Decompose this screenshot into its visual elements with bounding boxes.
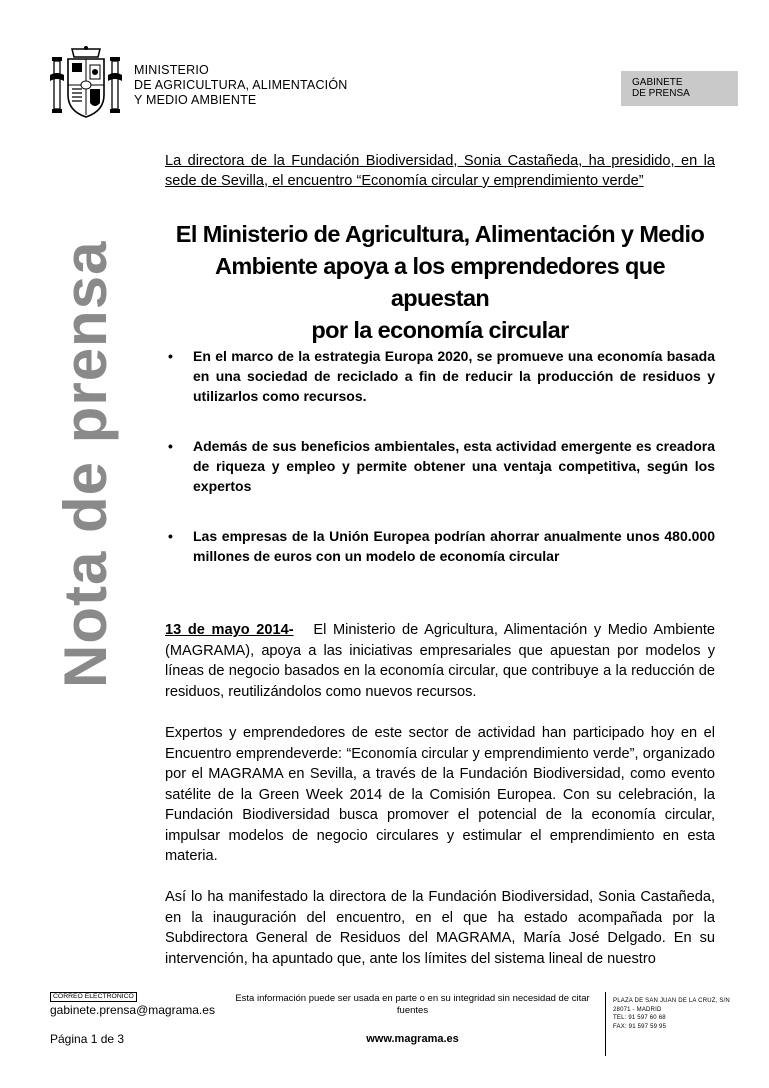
subtitle: La directora de la Fundación Biodiversidad, Sonia Castañeda, ha presidido, en la sede de Sevilla, el encuentro “Economía circular y emprendimiento verde”	[165, 153, 715, 189]
bullet-icon: •	[168, 528, 173, 544]
bullet-icon: •	[168, 348, 173, 364]
ministry-name	[134, 63, 348, 108]
key-point-text: En el marco de la estrategia Europa 2020, se promueve una economía basada en una sociedad de reciclado a fin de reducir la producción de residuos y utilizarlos como recursos.	[193, 348, 715, 404]
email-label: CORREO ELECTRÓNICO	[50, 992, 137, 1002]
body-paragraph-1	[165, 620, 715, 702]
usage-disclaimer: Esta información puede ser usada en parte o en su integridad sin necesidad de citar fuentes	[235, 993, 590, 1016]
headline-line: El Ministerio de Agricultura, Alimentación y Medio	[175, 221, 705, 247]
address-line: TEL: 91 597 60 68	[613, 1015, 666, 1021]
postal-address	[613, 997, 730, 1031]
release-date: 13 de mayo 2014-	[165, 622, 294, 638]
key-point-text: Además de sus beneficios ambientales, esta actividad emergente es creadora de riqueza y empleo y permite obtener una ventaja competitiva, según los expertos	[193, 438, 715, 494]
press-office-line: DE PRENSA	[632, 88, 690, 99]
ministry-line: Y MEDIO AMBIENTE	[134, 93, 257, 107]
press-office-line: GABINETE	[632, 77, 683, 88]
key-point	[165, 436, 715, 496]
press-release-label: Nota de prensa	[52, 240, 119, 688]
body-paragraph-3: Así lo ha manifestado la directora de la Fundación Biodiversidad, Sonia Castañeda, en la inauguración del encuentro, en el que ha estado acompañada por la Subdirectora General de Residuos del MAGRAMA, María José Delgado. En su intervención, ha apuntado que, ante los límites del sistema lineal de nuestro	[165, 889, 715, 967]
ministry-line: DE AGRICULTURA, ALIMENTACIÓN	[134, 78, 348, 92]
website-link[interactable]: www.magrama.es	[366, 1033, 459, 1045]
address-line: PLAZA DE SAN JUAN DE LA CRUZ, S/N	[613, 998, 730, 1004]
contact-email[interactable]: gabinete.prensa@magrama.es	[50, 1003, 215, 1017]
key-point	[165, 526, 715, 566]
headline-line: Ambiente apoya a los emprendedores que apuestan	[215, 253, 665, 311]
key-points-list	[165, 346, 715, 596]
address-line: 28071 - MADRID	[613, 1006, 662, 1013]
press-office-box	[621, 71, 738, 106]
ministry-line: MINISTERIO	[134, 63, 209, 77]
address-line: FAX: 91 597 59 95	[613, 1023, 667, 1030]
coat-of-arms-icon	[50, 45, 122, 120]
key-point-text: Las empresas de la Unión Europea podrían ahorrar anualmente unos 480.000 millones de euros con un modelo de economía circular	[193, 528, 715, 564]
footer-divider	[605, 992, 606, 1056]
headline	[165, 218, 715, 346]
page-number: Página 1 de 3	[50, 1032, 125, 1046]
headline-line: por la economía circular	[311, 317, 569, 343]
paragraph-text: El Ministerio de Agricultura, Alimentación y Medio Ambiente (MAGRAMA), apoya a las iniciativas empresariales que apuestan por modelos y líneas de negocio basados en la economía circular, que contribuye a la reducción de residuos, reutilizándolos como nuevos recursos.	[165, 622, 715, 700]
body-paragraph-2: Expertos y emprendedores de este sector de actividad han participado hoy en el Encuentro emprendeverde: “Economía circular y emprendimiento verde”, organizado por el MAGRAMA en Sevilla, a través de la Fundación Biodiversidad, como evento satélite de la Green Week 2014 de la Comisión Europea. Con su celebración, la Fundación Biodiversidad busca promover el potencial de la economía circular, impulsar modelos de negocio circulares y estimular el emprendimiento en esta materia.	[165, 725, 715, 864]
bullet-icon: •	[168, 438, 173, 454]
key-point	[165, 346, 715, 406]
